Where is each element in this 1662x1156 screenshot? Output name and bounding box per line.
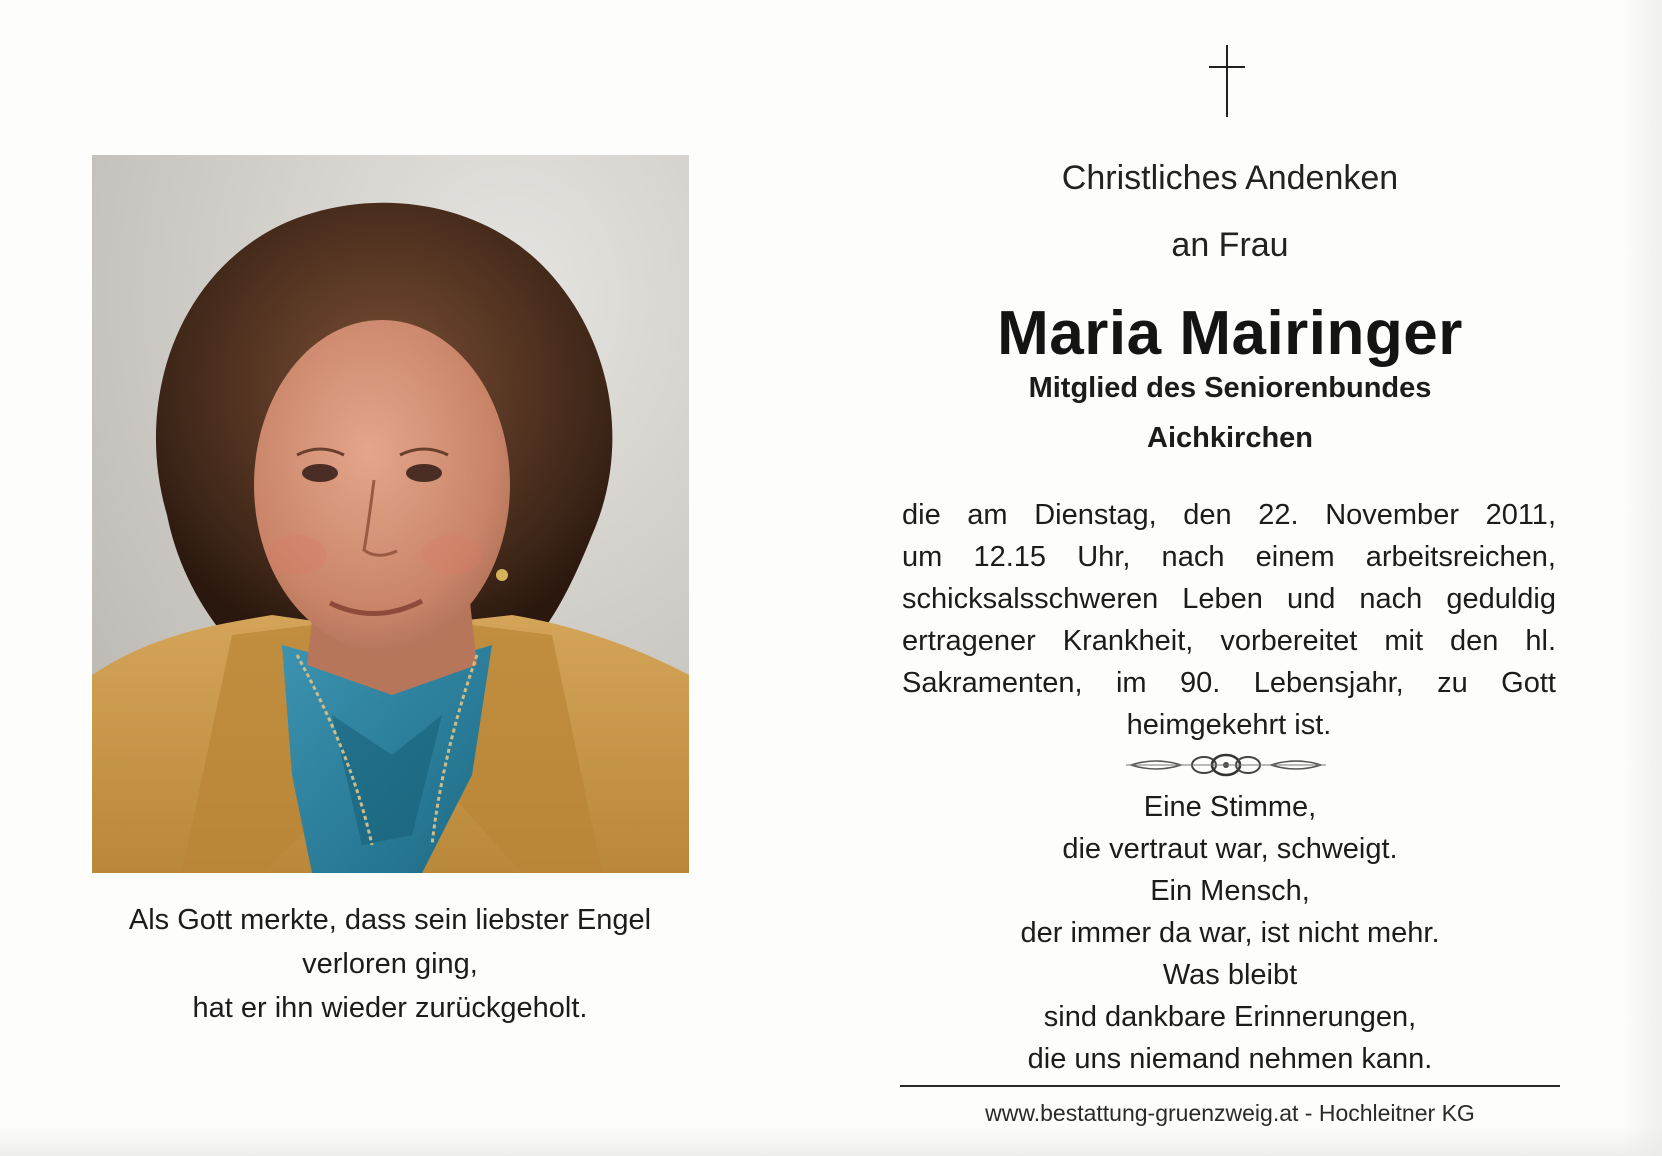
- poem-line: die uns niemand nehmen kann.: [1027, 1043, 1433, 1075]
- deceased-name: Maria Mairinger: [997, 299, 1463, 368]
- poem-line: Was bleibt: [1162, 959, 1298, 991]
- quote-line: hat er ihn wieder zurückgeholt.: [192, 992, 588, 1024]
- poem: [880, 786, 1580, 1080]
- paper-edge: [1622, 0, 1662, 1156]
- poem-line: die vertraut war, schweigt.: [1062, 833, 1398, 865]
- left-quote: [60, 898, 720, 1030]
- notice-line: heimgekehrt ist.: [1126, 709, 1332, 741]
- quote-line: verloren ging,: [302, 948, 478, 980]
- right-column: [880, 0, 1580, 1156]
- heading-salutation: an Frau: [1171, 226, 1289, 264]
- poem-line: der immer da war, ist nicht mehr.: [1020, 917, 1440, 949]
- paper-edge: [0, 1126, 1662, 1156]
- portrait-photo: [92, 155, 689, 873]
- notice-line: ertragener Krankheit, vorbereitet mit den hl.: [902, 625, 1556, 657]
- deceased-affiliation: Mitglied des Seniorenbundes: [1028, 372, 1432, 404]
- notice-line: Sakramenten, im 90. Lebensjahr, zu Gott: [902, 667, 1556, 699]
- deceased-place: Aichkirchen: [1147, 422, 1313, 454]
- footer-divider: [900, 1085, 1560, 1087]
- cross-icon: [1207, 45, 1247, 117]
- quote-line: Als Gott merkte, dass sein liebster Engel: [128, 904, 652, 936]
- death-notice: [902, 494, 1556, 746]
- notice-line: schicksalsschweren Leben und nach geduldig: [902, 583, 1556, 615]
- footer-credit: www.bestattung-gruenzweig.at - Hochleitner KG: [985, 1100, 1475, 1126]
- ornament-divider-icon: [1126, 753, 1326, 777]
- notice-line: die am Dienstag, den 22. November 2011,: [902, 499, 1556, 531]
- poem-line: Eine Stimme,: [1143, 791, 1317, 823]
- notice-line: um 12.15 Uhr, nach einem arbeitsreichen,: [902, 541, 1556, 573]
- poem-line: sind dankbare Erinnerungen,: [1043, 1001, 1417, 1033]
- poem-line: Ein Mensch,: [1150, 875, 1310, 907]
- heading-remembrance: Christliches Andenken: [1061, 159, 1399, 197]
